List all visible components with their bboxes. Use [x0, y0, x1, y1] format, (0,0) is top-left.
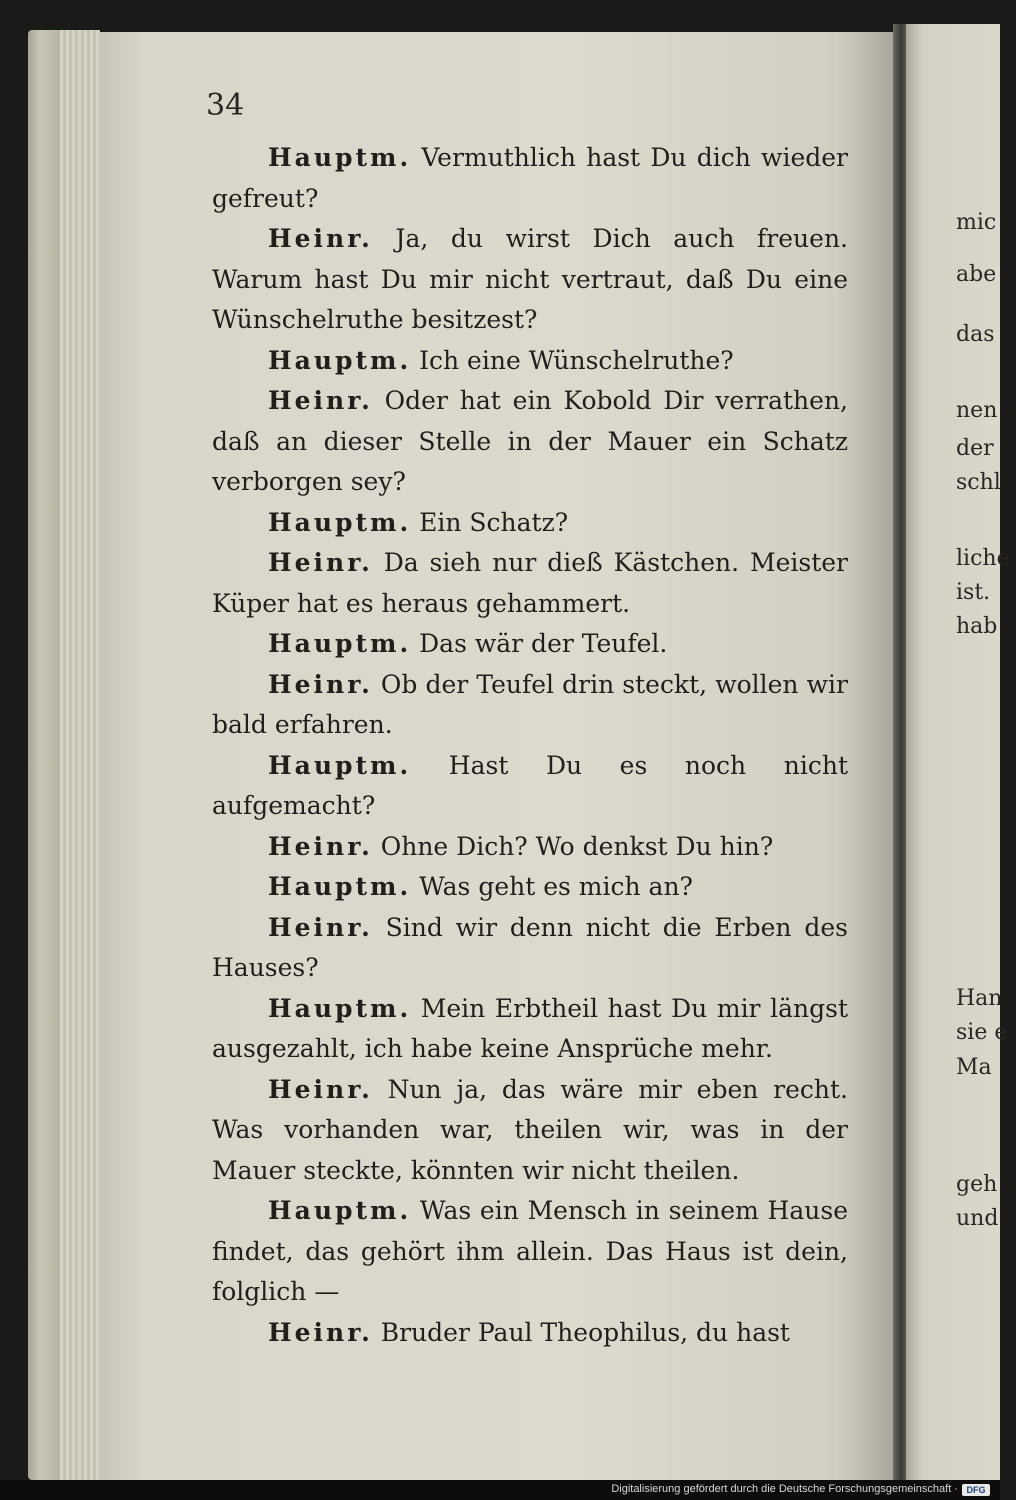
right-page-fragment: schl	[956, 470, 1001, 495]
dialogue-text: Nun ja, das wäre mir eben recht. Was vorhanden war, theilen wir, was in der Mauer steckte, könnten wir nicht theilen.	[212, 1074, 848, 1185]
dialogue-text: Was geht es mich an?	[411, 872, 693, 901]
dialogue-text: Ja, du wirst Dich auch freuen. Warum hast Du mir nicht vertraut, daß Du eine Wünschelruthe besitzest?	[212, 224, 848, 334]
dialogue-text: Ich eine Wünschelruthe?	[411, 345, 734, 375]
right-page-fragment: geh	[956, 1172, 998, 1197]
speaker-name: Heinr.	[268, 912, 373, 942]
right-page-fragment: mic	[956, 210, 997, 235]
dialogue-text: Vermuthlich hast Du dich wieder gefreut?	[212, 143, 848, 213]
speaker-name: Hauptm.	[268, 629, 412, 658]
dialogue-text: Ein Schatz?	[411, 507, 569, 537]
book-cover-edge	[28, 30, 60, 1480]
speaker-name: Heinr.	[268, 831, 373, 861]
speaker-name: Heinr.	[268, 548, 373, 577]
dialogue-paragraph	[212, 219, 848, 341]
dialogue-paragraph	[212, 138, 848, 219]
speaker-name: Hauptm.	[268, 345, 412, 375]
dialogue-text: Oder hat ein Kobold Dir verrathen, daß an dieser Stelle in der Mauer ein Schatz verborgen sey?	[212, 386, 848, 496]
dialogue-text: Bruder Paul Theophilus, du hast	[372, 1317, 790, 1347]
dialogue-text: Das wär der Teufel.	[411, 629, 668, 658]
speaker-name: Heinr.	[268, 224, 373, 253]
dialogue-paragraph	[212, 1313, 848, 1354]
dialogue-text: Hast Du es noch nicht aufgemacht?	[212, 750, 848, 820]
dialogue-text: Mein Erbtheil hast Du mir längst ausgezahlt, ich habe keine Ansprüche mehr.	[212, 993, 848, 1063]
speaker-name: Heinr.	[268, 1317, 373, 1347]
dialogue-paragraph	[212, 1070, 848, 1192]
dialogue-paragraph	[212, 624, 848, 665]
speaker-name: Heinr.	[268, 386, 373, 415]
dialogue-paragraph	[212, 908, 848, 989]
dialogue-paragraph	[212, 543, 848, 624]
right-page-fragment: der	[956, 436, 994, 461]
page-body-text	[212, 138, 848, 1353]
right-page-fragment: ist.	[956, 580, 991, 605]
right-page-fragment: Ma	[956, 1055, 992, 1080]
dialogue-paragraph	[212, 665, 848, 746]
dfg-logo	[962, 1484, 990, 1496]
speaker-name: Hauptm.	[268, 507, 412, 537]
dialogue-paragraph	[212, 867, 848, 908]
speaker-name: Heinr.	[268, 1074, 373, 1104]
right-page-fragment: und	[956, 1206, 999, 1231]
right-page-fragment: Han	[956, 986, 1003, 1011]
footer-credit: Digitalisierung gefördert durch die Deutsche Forschungsgemeinschaft ·	[611, 1483, 958, 1495]
speaker-name: Hauptm.	[268, 1196, 412, 1225]
dialogue-paragraph	[212, 341, 848, 382]
speaker-name: Hauptm.	[268, 750, 412, 780]
right-page-fragment: hab	[956, 614, 998, 639]
dialogue-paragraph	[212, 503, 848, 544]
right-page-fragment: das	[956, 322, 995, 347]
dialogue-text: Da sieh nur dieß Kästchen. Meister Küper hat es heraus gehammert.	[212, 548, 848, 618]
page-stack-edge	[60, 30, 100, 1480]
dialogue-text: Sind wir denn nicht die Erben des Hauses?	[212, 912, 848, 982]
speaker-name: Hauptm.	[268, 993, 412, 1023]
dialogue-paragraph	[212, 1191, 848, 1313]
dialogue-paragraph	[212, 381, 848, 503]
dfg-logo-text: DFG	[966, 1485, 986, 1495]
right-page-fragment: abe	[956, 262, 997, 287]
right-page-edge	[906, 24, 1003, 1494]
speaker-name: Hauptm.	[268, 143, 412, 172]
speaker-name: Hauptm.	[268, 872, 412, 901]
dialogue-text: Ob der Teufel drin steckt, wollen wir bald erfahren.	[212, 669, 848, 739]
dialogue-paragraph	[212, 827, 848, 868]
dialogue-paragraph	[212, 746, 848, 827]
right-page-fragment: liche	[956, 546, 1010, 571]
speaker-name: Heinr.	[268, 669, 373, 699]
dialogue-text: Ohne Dich? Wo denkst Du hin?	[372, 831, 774, 861]
right-page-fragment: sie e	[956, 1020, 1008, 1045]
page-number: 34	[206, 88, 245, 123]
dialogue-text: Was ein Mensch in seinem Hause findet, das gehört ihm allein. Das Haus ist dein, folglich —	[212, 1196, 848, 1306]
right-page-fragment: nen	[956, 398, 998, 423]
dialogue-paragraph	[212, 989, 848, 1070]
